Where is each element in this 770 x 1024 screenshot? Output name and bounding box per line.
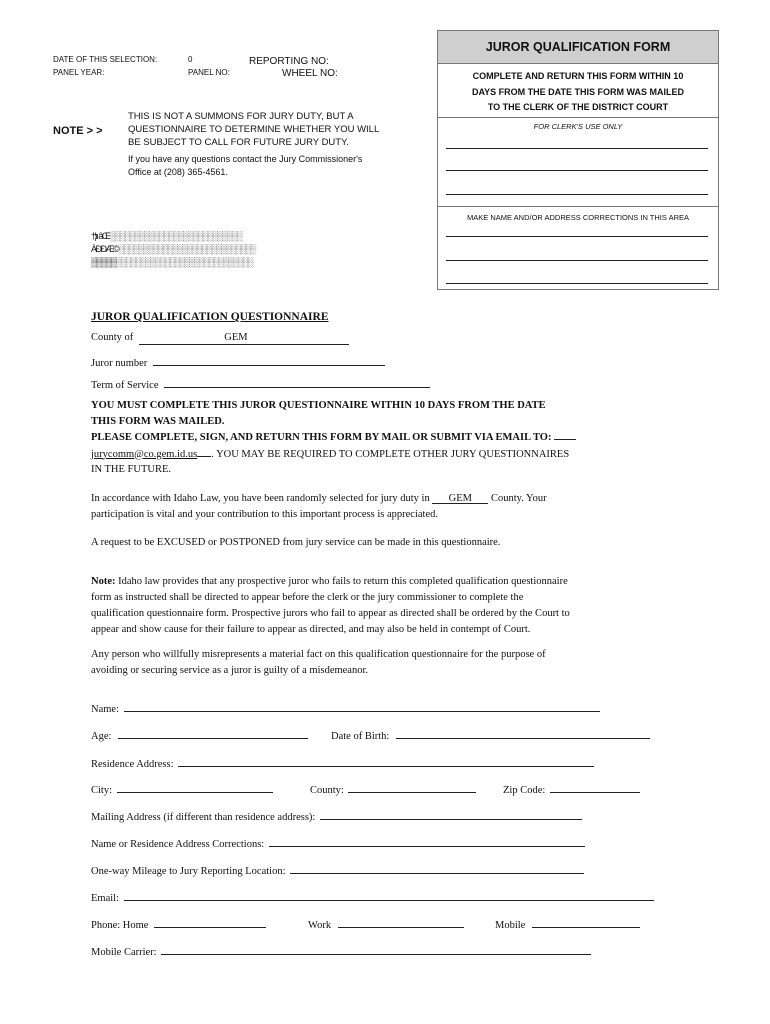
name-row [91,700,600,715]
age-row [91,727,308,742]
zip-label: Zip Code: [503,785,546,796]
instruction-line-1: COMPLETE AND RETURN THIS FORM WITHIN 10 [472,71,684,81]
note-paragraph [91,574,651,638]
juror-number-label: Juror number [91,358,148,369]
carrier-row [91,943,591,958]
mileage-row [91,862,584,877]
notice-line-3: BE SUBJECT TO CALL FOR FUTURE JURY DUTY. [128,137,349,148]
barcode-line-3: ▒▒▒▒▒░░░░░░░░░░░░░░░░░░░░░░░░░░░░ [91,257,252,267]
contact-line-1: If you have any questions contact the Jury Commissioner's [128,154,363,164]
mailing-field[interactable] [320,808,582,820]
misrepresent-line-2: avoiding or securing service as a juror is guilty of a misdemeanor. [91,665,369,676]
instruction-line-2: DAYS FROM THE DATE THIS FORM WAS MAILED [471,86,684,97]
contact-line-2: Office at (208) 365-4561. [128,166,228,177]
clerk-line[interactable] [446,170,708,171]
clerk-line[interactable] [446,148,708,149]
note-line-1 [91,574,651,590]
county-field[interactable] [348,781,476,793]
juror-number-row [91,354,385,369]
corrections-field-label: Name or Residence Address Corrections: [91,839,265,850]
name-label: Name: [91,704,119,715]
notice-line-2: QUESTIONNAIRE TO DETERMINE WHETHER YOU WILL [128,124,380,135]
dob-row [331,727,650,742]
date-of-selection-label: DATE OF THIS SELECTION: [53,55,158,64]
residence-label: Residence Address: [91,759,174,770]
city-field[interactable] [117,781,273,793]
note-label: NOTE > > [53,125,103,137]
panel-year-label: PANEL YEAR: [53,68,105,77]
notice-text [128,110,379,149]
email-row [91,446,631,463]
clerk-use-label: FOR CLERK'S USE ONLY [533,122,623,131]
return-instructions [438,69,718,116]
blank-line [197,446,211,457]
work-field[interactable] [338,916,464,928]
mileage-field[interactable] [290,862,584,874]
mailing-label: Mailing Address (if different than residence address): [91,812,316,823]
correction-line[interactable] [446,283,708,284]
residence-row [91,755,594,770]
mileage-label: One-way Mileage to Jury Reporting Location: [91,866,286,877]
carrier-field[interactable] [161,943,591,955]
reporting-no-label: REPORTING NO: [249,56,329,67]
county-of-label: County of [91,332,134,343]
correction-line[interactable] [446,260,708,261]
note-text-1: Idaho law provides that any prospective juror who fails to return this completed qualification questionnaire [118,576,568,587]
barcode-line-2: ÀĐÐÆ©░░░░░░░░░░░░░░░░░░░░░░░░░░░░ [91,244,255,254]
must-line-1: YOU MUST COMPLETE THIS JUROR QUESTIONNAIRE WITHIN 10 DAYS FROM THE DATE [91,400,546,411]
county-of-value: GEM [224,332,248,343]
county-row [310,781,476,796]
age-field[interactable] [118,727,308,739]
phone-home-row [91,916,266,931]
form-title: JUROR QUALIFICATION FORM [438,31,718,64]
misrepresent-line-1: Any person who willfully misrepresents a material fact on this qualification questionnaire for the purpose of [91,649,546,660]
must-line-3-row [91,429,631,446]
residence-field[interactable] [178,755,594,767]
clerk-line[interactable] [446,194,708,195]
age-label: Age: [91,731,112,742]
juror-number-field[interactable] [153,354,385,366]
mobile-row [495,916,640,931]
corrections-field[interactable] [269,835,585,847]
mobile-label: Mobile [495,920,526,931]
note-line-4: appear and show cause for their failure to appear as directed, and may also be held in contempt of Court. [91,624,531,635]
contact-info [128,153,362,178]
excuse-postpone-text: A request to be EXCUSED or POSTPONED from jury service can be made in this questionnaire. [91,537,501,548]
name-field[interactable] [124,700,600,712]
accordance-text-b: County. Your [490,493,547,504]
misrepresent-paragraph [91,647,651,679]
term-of-service-field[interactable] [164,376,430,388]
blank-line [554,429,576,440]
note-line-3: qualification questionnaire form. Prospective jurors who fail to appear as directed shall be ordered by the Court to [91,608,570,619]
work-label: Work [308,920,332,931]
must-line-2: THIS FORM WAS MAILED. [91,415,225,427]
city-label: City: [91,785,113,796]
mailing-row [91,808,582,823]
barcode-address-block [91,230,255,269]
corrections-row [91,835,585,850]
must-line-4: . YOU MAY BE REQUIRED TO COMPLETE OTHER JURY QUESTIONNAIRES [211,448,570,460]
corrections-area [438,206,718,290]
accordance-line-1 [91,491,651,507]
term-of-service-row [91,376,430,391]
instruction-line-3: TO THE CLERK OF THE DISTRICT COURT [487,102,669,112]
jury-email-link[interactable]: jurycomm@co.gem.id.us [91,448,198,460]
dob-label: Date of Birth: [331,731,390,742]
note-line-2: form as instructed shall be directed to appear before the clerk or the jury commissioner to complete the [91,592,524,603]
phone-home-field[interactable] [154,916,266,928]
must-complete-block [91,398,631,478]
panel-no-label: PANEL NO: [188,68,230,77]
county-label: County: [310,785,344,796]
clerk-use-area [438,117,718,202]
wheel-no-label: WHEEL NO: [282,68,338,79]
accordance-line-2: participation is vital and your contribution to this important process is appreciated. [91,509,439,520]
note-bold-label: Note: [91,576,116,587]
zip-row [503,781,640,796]
accordance-paragraph [91,491,651,523]
must-line-3: PLEASE COMPLETE, SIGN, AND RETURN THIS FORM BY MAIL OR SUBMIT VIA EMAIL TO: [91,432,552,443]
dob-field[interactable] [396,727,650,739]
accordance-county-value: GEM [448,493,472,504]
accordance-county-field [432,491,488,504]
email-label: Email: [91,893,119,904]
form-header-box [437,30,719,290]
email-field[interactable] [124,889,654,901]
work-row [308,916,464,931]
carrier-label: Mobile Carrier: [91,947,157,958]
must-line-5: IN THE FUTURE. [91,464,172,475]
mobile-field[interactable] [532,916,640,928]
correction-line[interactable] [446,236,708,237]
phone-home-label: Phone: Home [91,920,149,931]
city-row [91,781,273,796]
county-of-field[interactable] [139,332,349,345]
zip-field[interactable] [550,781,640,793]
term-of-service-label: Term of Service [91,380,159,391]
questionnaire-heading: JUROR QUALIFICATION QUESTIONNAIRE [91,311,329,323]
date-of-selection-value: 0 [188,55,193,64]
barcode-line-1: †¦ıı âŒ░░░░░░░░░░░░░░░░░░░░░░░░░░░ [91,231,242,241]
county-of-row [91,332,349,345]
notice-line-1: THIS IS NOT A SUMMONS FOR JURY DUTY, BUT A [128,111,354,122]
accordance-text-a: In accordance with Idaho Law, you have been randomly selected for jury duty in [91,493,430,504]
corrections-label: MAKE NAME AND/OR ADDRESS CORRECTIONS IN THIS AREA [467,213,689,222]
email-field-row [91,889,654,904]
